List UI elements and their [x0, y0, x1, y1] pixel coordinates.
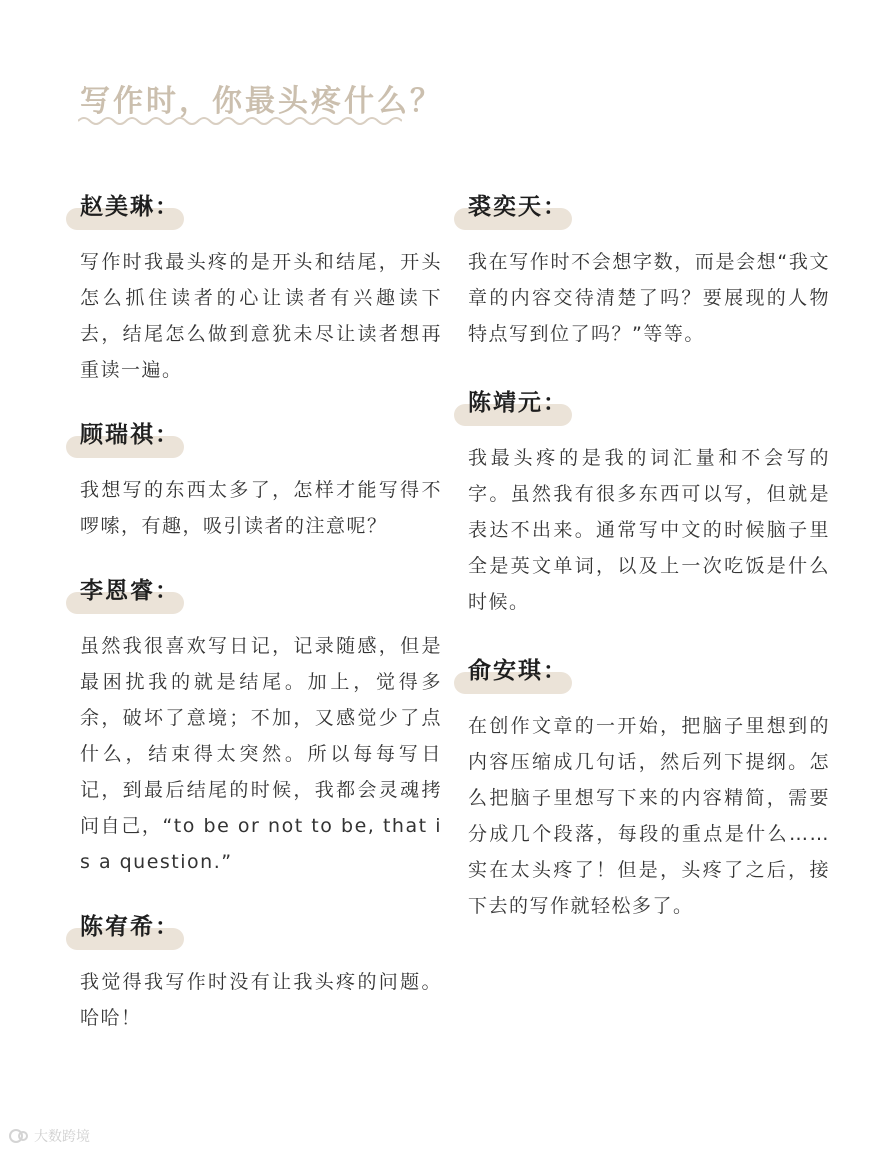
entry: [80, 910, 442, 1036]
person-name: 李恩睿：: [80, 578, 180, 604]
entry-text: 我最头疼的是我的词汇量和不会写的字。虽然我有很多东西可以写，但就是表达不出来。通常写中文的时候脑子里全是英文单词，以及上一次吃饭是什么时候。: [468, 447, 830, 613]
entry: [80, 574, 442, 880]
watermark-logo-icon: [8, 1128, 30, 1144]
watermark-text: 大数跨境: [34, 1129, 90, 1145]
entry: [80, 190, 442, 388]
entry: [468, 386, 830, 620]
name-tag: [80, 910, 180, 944]
left-column: [80, 190, 442, 1066]
entry: [80, 418, 442, 544]
entry: [468, 654, 830, 924]
entry-text: 虽然我很喜欢写日记，记录随感，但是最困扰我的就是结尾。加上，觉得多余，破坏了意境；不加，又感觉少了点什么，结束得太突然。所以每每写日记，到最后结尾的时候，我都会灵魂拷问自己，“to be or not to be, that is a question.”: [80, 635, 442, 873]
person-name: 顾瑞祺：: [80, 422, 180, 448]
person-name: 裘奕天：: [468, 194, 568, 220]
person-name: 陈宥希：: [80, 914, 180, 940]
person-name: 赵美琳：: [80, 194, 180, 220]
title-underline-wave: [78, 115, 402, 127]
name-tag: [80, 190, 180, 224]
name-tag: [468, 386, 568, 420]
entry: [468, 190, 830, 352]
entry-text: 我想写的东西太多了，怎样才能写得不啰嗦，有趣，吸引读者的注意呢？: [80, 479, 442, 537]
person-name: 陈靖元：: [468, 390, 568, 416]
name-tag: [80, 418, 180, 452]
right-column: [468, 190, 830, 958]
entry-text: 写作时我最头疼的是开头和结尾，开头怎么抓住读者的心让读者有兴趣读下去，结尾怎么做到意犹未尽让读者想再重读一遍。: [80, 251, 442, 381]
entry-text: 在创作文章的一开始，把脑子里想到的内容压缩成几句话，然后列下提纲。怎么把脑子里想写下来的内容精简，需要分成几个段落，每段的重点是什么……实在太头疼了！但是，头疼了之后，接下去的写作就轻松多了。: [468, 715, 830, 917]
name-tag: [80, 574, 180, 608]
name-tag: [468, 190, 568, 224]
entry-text: 我在写作时不会想字数，而是会想“我文章的内容交待清楚了吗？要展现的人物特点写到位了吗？”等等。: [468, 251, 830, 345]
name-tag: [468, 654, 568, 688]
page-title: 写作时，你最头疼什么？: [80, 84, 443, 119]
person-name: 俞安琪：: [468, 658, 568, 684]
watermark: [8, 1126, 90, 1146]
entry-text: 我觉得我写作时没有让我头疼的问题。哈哈！: [80, 971, 442, 1029]
